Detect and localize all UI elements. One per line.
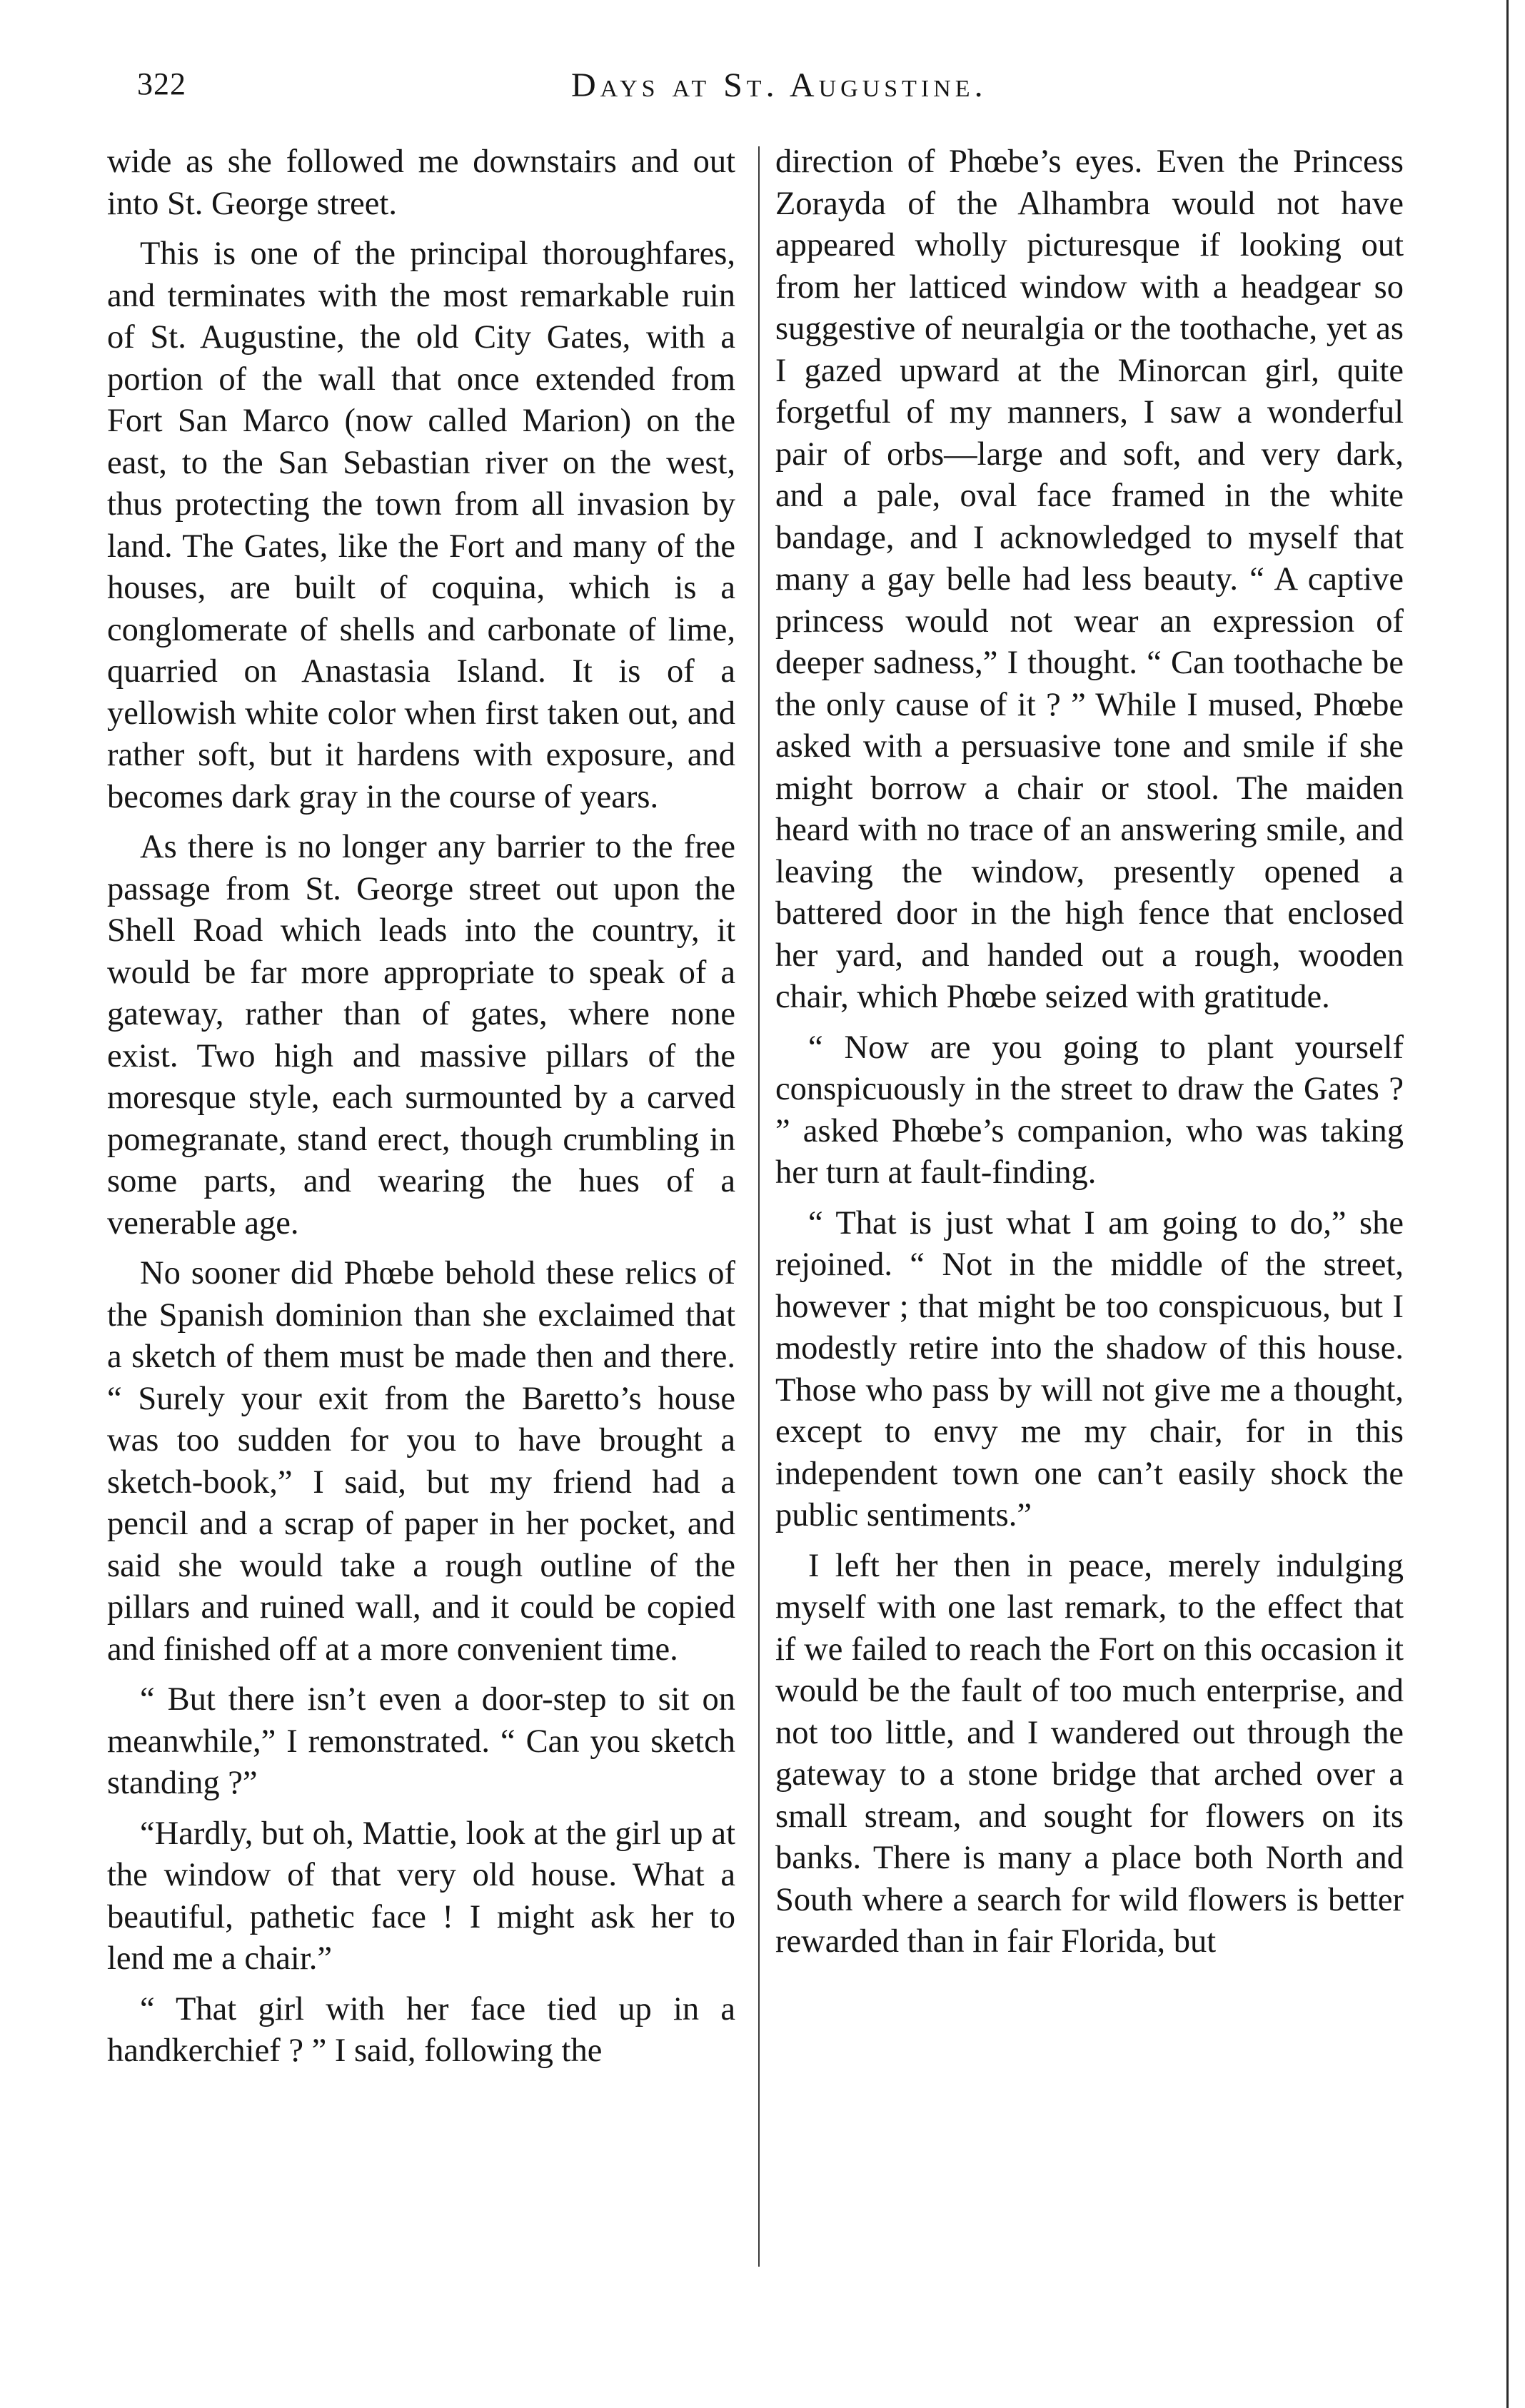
paragraph: “ That girl with her face tied up in a handkerchief ? ” I said, following the (107, 1990, 735, 2069)
paragraph: This is one of the principal thoroughfares, and terminates with the most remarkable ruin of St. Augustine, the old City Gates, with a portion of the wall that once extended from Fort San Marco (now called Marion) on the east, to the San Sebastian river on the west, thus protecting the town from all invasion by land. The Gates, like the Fort and many of the houses, are built of coquina, which is a conglomerate of shells and carbonate of lime, quarried on Anastasia Island. It is of a yellowish white color when first taken out, and rather soft, but it hardens with exposure, and becomes dark gray in the course of years. (107, 236, 735, 815)
running-title: Days at St. Augustine. (571, 66, 987, 104)
paragraph: No sooner did Phœbe behold these relics of the Spanish dominion than she exclaimed that a sketch of them must be made then and there. “ Surely your exit from the Baretto’s house was too sudden for you to have brought a sketch-book,” I said, but my friend had a pencil and a scrap of paper in her pocket, and said she would take a rough outline of the pillars and ruined wall, and it could be copied and finished off at a more convenient time. (107, 1255, 735, 1668)
page-edge-line (1506, 0, 1509, 2408)
paragraph: “Hardly, but oh, Mattie, look at the girl up at the window of that very old house. What a beautiful, pathetic face ! I might ask her to lend me a chair.” (107, 1815, 735, 1977)
paragraph: “ That is just what I am going to do,” she rejoined. “ Not in the middle of the street, however ; that might be too conspicuous, but I modestly retire into the shadow of this house. Those who pass by will not give me a thought, except to envy me my chair, for in this independent town one can’t easily shock the public sentiments.” (775, 1204, 1404, 1533)
page-number: 322 (137, 66, 186, 101)
paragraph: “ But there isn’t even a door-step to sit on meanwhile,” I remonstrated. “ Can you sketch standing ?” (107, 1681, 735, 1801)
paragraph: direction of Phœbe’s eyes. Even the Princess Zorayda of the Alhambra would not have appeared wholly picturesque if looking out from her latticed window with a headgear so suggestive of neuralgia or the toothache, yet as I gazed upward at the Minorcan girl, quite forgetful of my manners, I saw a wonderful pair of orbs—large and soft, and very dark, and a pale, oval face framed in the white bandage, and I acknowledged to myself that many a gay belle had less beauty. “ A captive princess would not wear an expression of deeper sadness,” I thought. “ Can toothache be the only cause of it ? ” While I mused, Phœbe asked with a persuasive tone and smile if she might borrow a chair or stool. The maiden heard with no trace of an answering smile, and leaving the window, presently opened a battered door in the high fence that enclosed her yard, and handed out a rough, wooden chair, which Phœbe seized with gratitude. (775, 143, 1404, 1015)
paragraph: I left her then in peace, merely indulging myself with one last remark, to the effect that if we failed to reach the Fort on this occasion it would be the fault of too much enterprise, and not too little, and I wandered out through the gateway to a stone bridge that arched over a small stream, and sought for flowers on its banks. There is many a place both North and South where a search for wild flowers is better rewarded than in fair Florida, but (775, 1547, 1404, 1960)
page-header (0, 66, 1525, 123)
column-divider (758, 146, 760, 2267)
paragraph: wide as she followed me downstairs and out into St. George street. (107, 143, 735, 222)
paragraph: As there is no longer any barrier to the free passage from St. George street out upon the Shell Road which leads into the country, it would be far more appropriate to speak of a gateway, rather than of gates, where none exist. Two high and massive pillars of the moresque style, each surmounted by a carved pomegranate, stand erect, though crumbling in some parts, and wearing the hues of a venerable age. (107, 829, 735, 1241)
right-column (775, 141, 1404, 1963)
left-column (107, 141, 735, 2072)
paragraph: “ Now are you going to plant yourself conspicuously in the street to draw the Gates ? ” asked Phœbe’s companion, who was taking her turn at fault-finding. (775, 1029, 1404, 1191)
